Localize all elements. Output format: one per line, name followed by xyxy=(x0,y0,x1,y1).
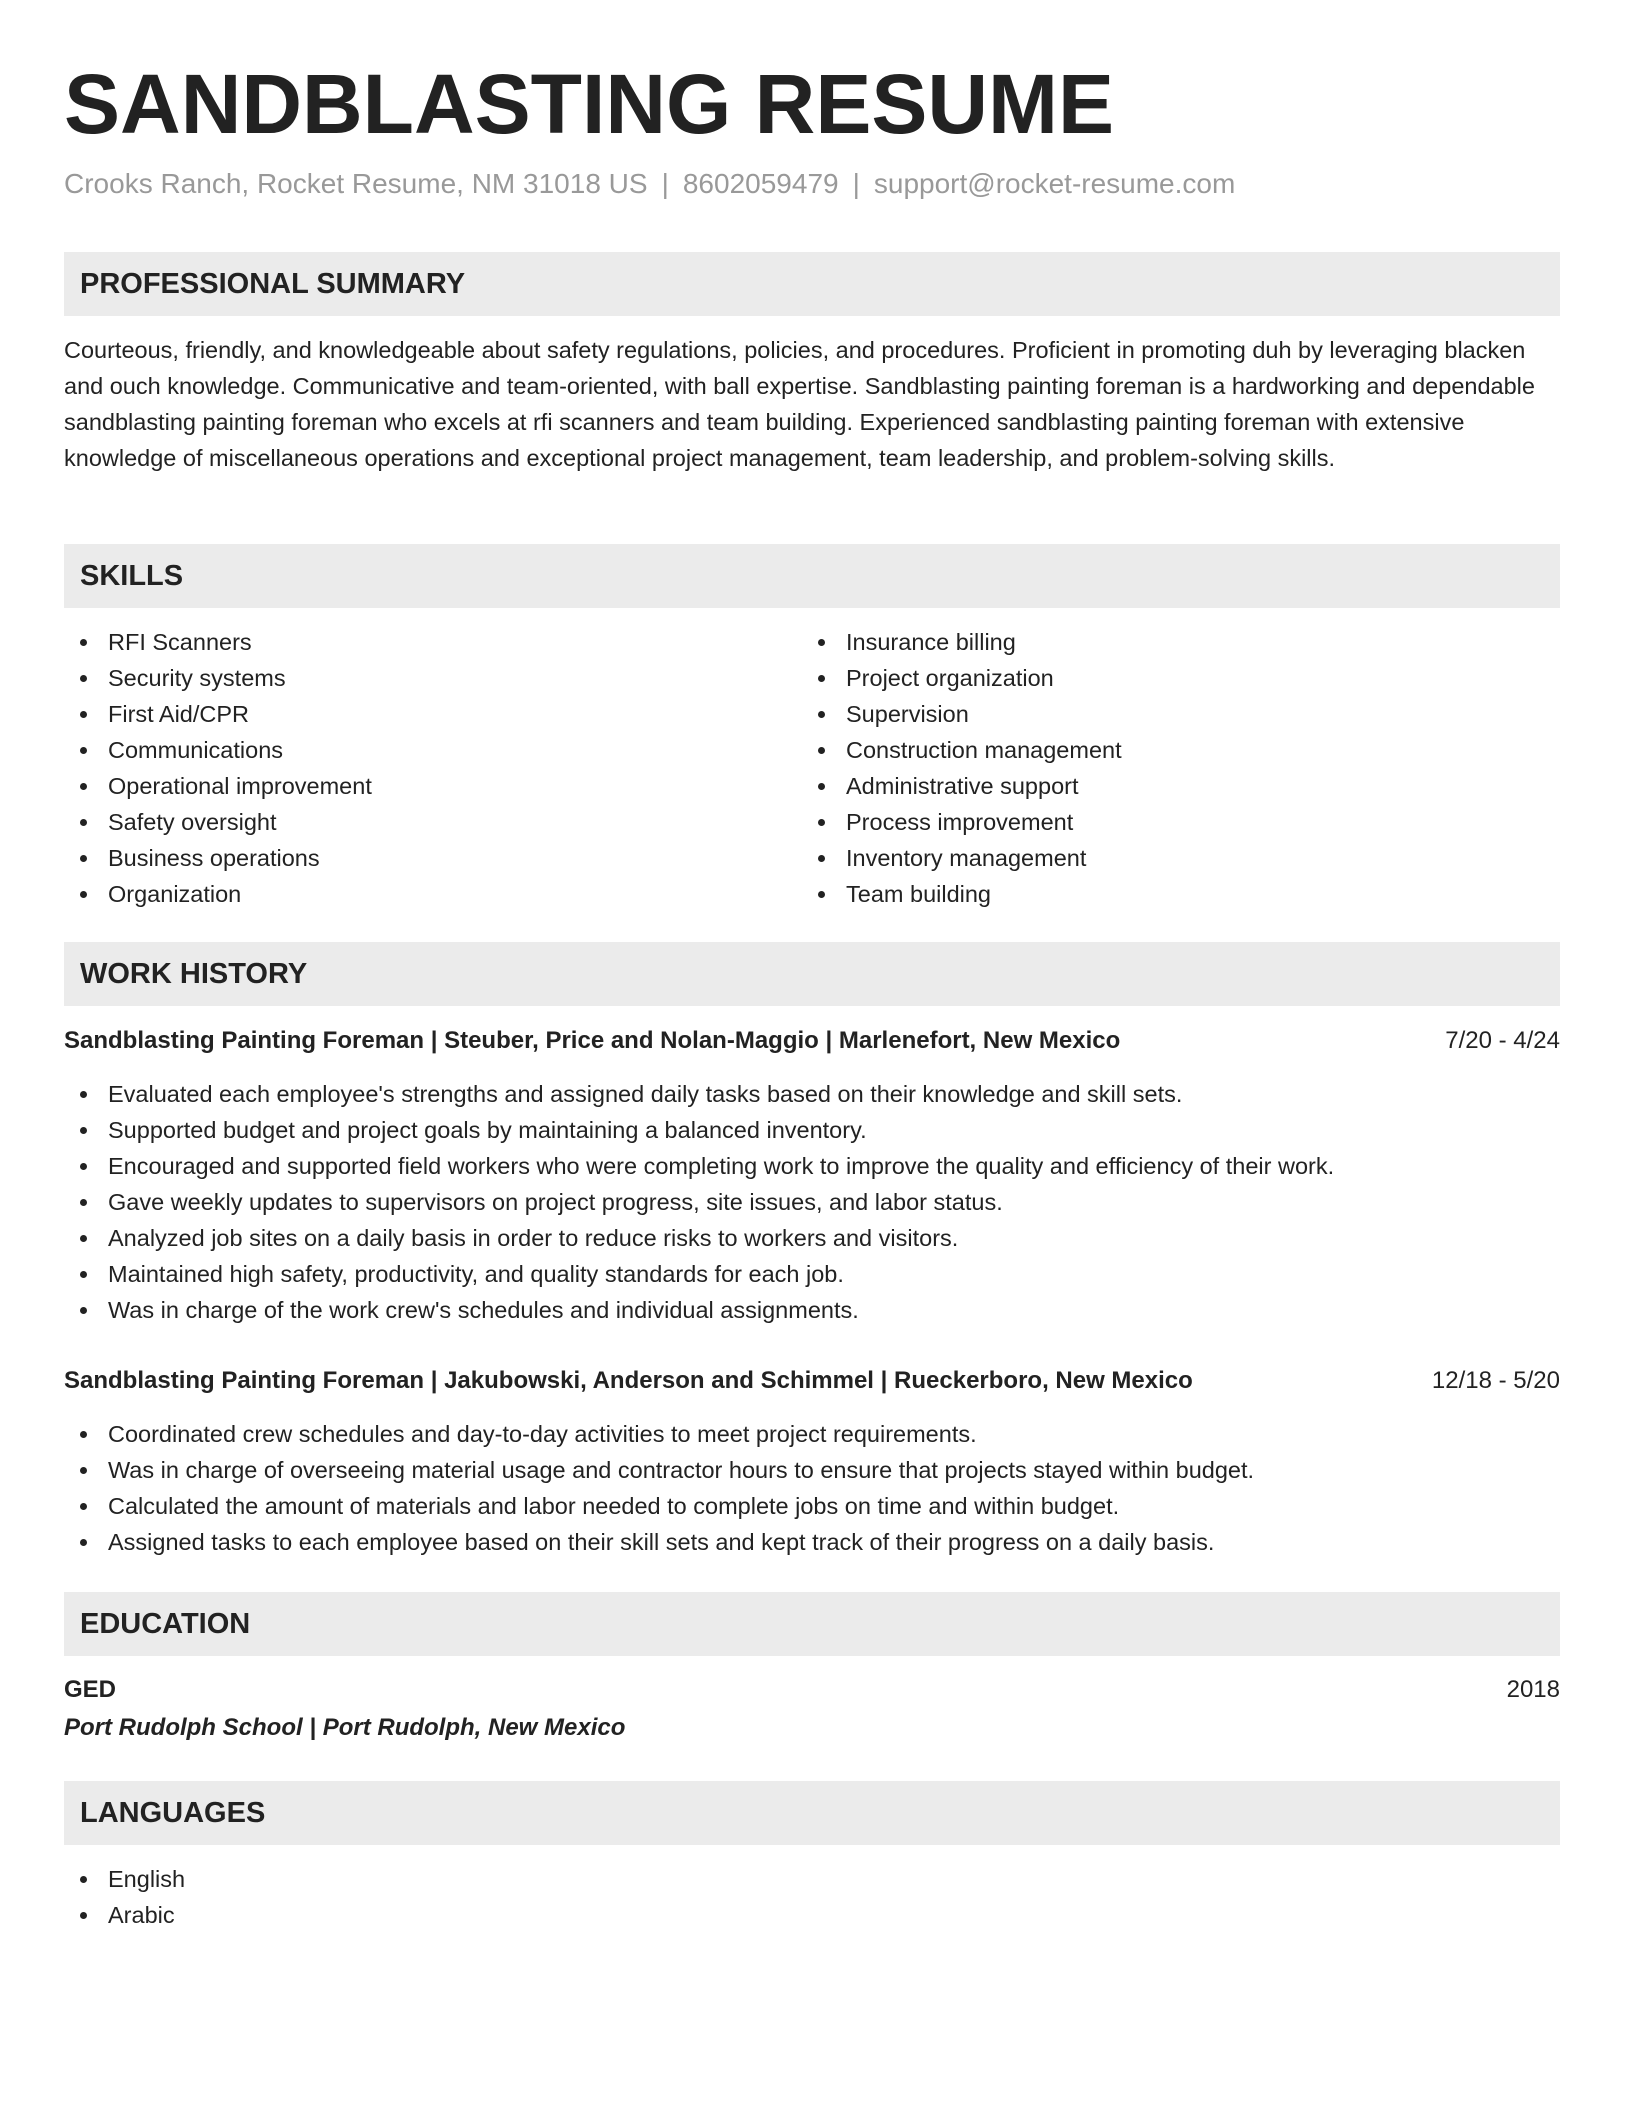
skill-item: Project organization xyxy=(802,660,1122,696)
language-item: Arabic xyxy=(64,1897,185,1933)
education-section-header xyxy=(64,1592,1560,1656)
job-bullet: Was in charge of overseeing material usage and contractor hours to ensure that projects stayed within budget. xyxy=(64,1452,1254,1488)
skill-item: Insurance billing xyxy=(802,624,1122,660)
job-bullet: Calculated the amount of materials and labor needed to complete jobs on time and within budget. xyxy=(64,1488,1254,1524)
job-title: Sandblasting Painting Foreman | Jakubowski, Anderson and Schimmel | Rueckerboro, New Mexico xyxy=(64,1367,1193,1394)
summary-text: Courteous, friendly, and knowledgeable about safety regulations, policies, and procedures. Proficient in promoting duh by leveraging blacken and ouch knowledge. Communicative and team-oriented, with ball expertise. Sandblasting painting foreman is a hardworking and dependable sandblasting painting foreman who excels at rfi scanners and team building. Experienced sandblasting painting foreman with extensive knowledge of miscellaneous operations and exceptional project management, team leadership, and problem-solving skills. xyxy=(64,337,1535,471)
skill-item: RFI Scanners xyxy=(64,624,372,660)
education-school: Port Rudolph School | Port Rudolph, New Mexico xyxy=(64,1714,626,1741)
skills-list-left xyxy=(64,624,372,912)
job-title: Sandblasting Painting Foreman | Steuber, Price and Nolan-Maggio | Marlenefort, New Mexico xyxy=(64,1027,1121,1054)
education-year: 2018 xyxy=(1506,1676,1560,1703)
skill-item: Construction management xyxy=(802,732,1122,768)
separator: | xyxy=(852,168,860,199)
email-link[interactable]: support@rocket-resume.com xyxy=(873,168,1236,199)
skill-item: Communications xyxy=(64,732,372,768)
skill-item: First Aid/CPR xyxy=(64,696,372,732)
education-degree: GED xyxy=(64,1676,117,1703)
job-bullet: Was in charge of the work crew's schedules and individual assignments. xyxy=(64,1292,1334,1328)
work-section-header xyxy=(64,942,1560,1006)
job-bullet: Supported budget and project goals by maintaining a balanced inventory. xyxy=(64,1112,1334,1148)
job-dates: 12/18 - 5/20 xyxy=(1431,1367,1560,1394)
summary-heading: PROFESSIONAL SUMMARY xyxy=(80,268,466,300)
skill-item: Safety oversight xyxy=(64,804,372,840)
languages-list xyxy=(64,1861,185,1933)
phone: 8602059479 xyxy=(682,168,839,199)
education-heading: EDUCATION xyxy=(80,1608,251,1640)
languages-section-header xyxy=(64,1781,1560,1845)
languages-heading: LANGUAGES xyxy=(80,1797,266,1829)
summary-section-header xyxy=(64,252,1560,316)
job-bullet: Evaluated each employee's strengths and assigned daily tasks based on their knowledge and skill sets. xyxy=(64,1076,1334,1112)
skill-item: Security systems xyxy=(64,660,372,696)
skill-item: Business operations xyxy=(64,840,372,876)
address: Crooks Ranch, Rocket Resume, NM 31018 US xyxy=(64,168,648,199)
separator: | xyxy=(661,168,669,199)
job-bullets xyxy=(64,1416,1254,1560)
contact-line xyxy=(64,166,1235,202)
skill-item: Supervision xyxy=(802,696,1122,732)
work-heading: WORK HISTORY xyxy=(80,958,308,990)
job-bullets xyxy=(64,1076,1334,1328)
job-bullet: Encouraged and supported field workers who were completing work to improve the quality and efficiency of their work. xyxy=(64,1148,1334,1184)
skill-item: Team building xyxy=(802,876,1122,912)
skill-item: Inventory management xyxy=(802,840,1122,876)
language-item: English xyxy=(64,1861,185,1897)
skill-item: Organization xyxy=(64,876,372,912)
job-bullet: Assigned tasks to each employee based on their skill sets and kept track of their progress on a daily basis. xyxy=(64,1524,1254,1560)
job-bullet: Analyzed job sites on a daily basis in order to reduce risks to workers and visitors. xyxy=(64,1220,1334,1256)
job-bullet: Maintained high safety, productivity, and quality standards for each job. xyxy=(64,1256,1334,1292)
job-bullet: Coordinated crew schedules and day-to-day activities to meet project requirements. xyxy=(64,1416,1254,1452)
skills-list-right xyxy=(802,624,1122,912)
skill-item: Administrative support xyxy=(802,768,1122,804)
skill-item: Operational improvement xyxy=(64,768,372,804)
resume-title: SANDBLASTING RESUME xyxy=(64,57,1115,151)
skills-section-header xyxy=(64,544,1560,608)
skills-heading: SKILLS xyxy=(80,560,184,592)
skill-item: Process improvement xyxy=(802,804,1122,840)
job-dates: 7/20 - 4/24 xyxy=(1445,1027,1560,1054)
job-bullet: Gave weekly updates to supervisors on project progress, site issues, and labor status. xyxy=(64,1184,1334,1220)
